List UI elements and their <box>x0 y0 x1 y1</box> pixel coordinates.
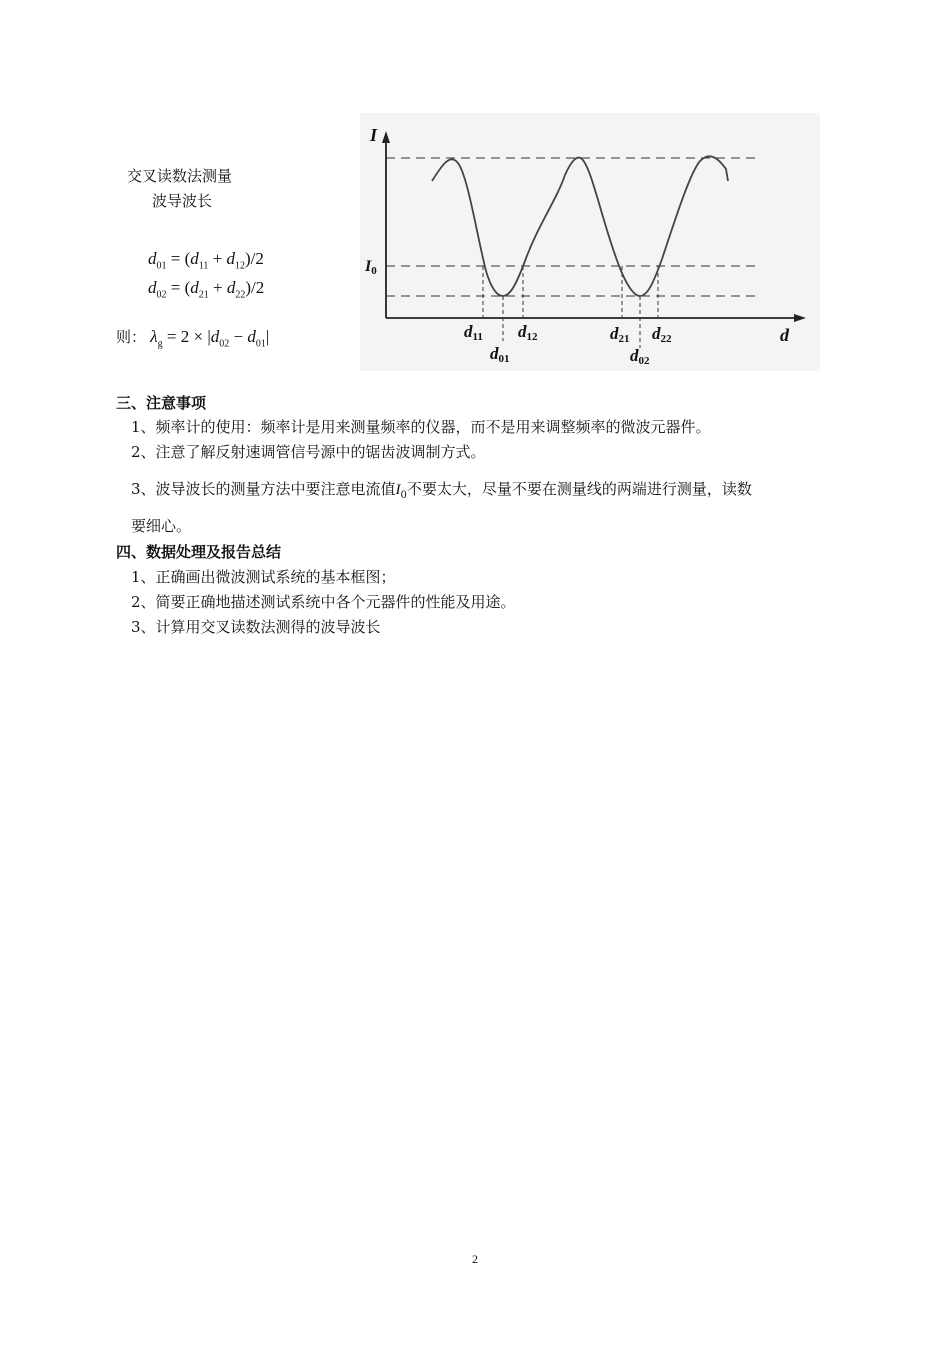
i0-label: I0 <box>365 258 377 277</box>
section4-item2: 2、简要正确地描述测试系统中各个元器件的性能及用途。 <box>131 593 516 611</box>
section3-item1: 1、频率计的使用：频率计是用来测量频率的仪器，而不是用来调整频率的微波元器件。 <box>131 418 711 436</box>
figure-caption-line2: 波导波长 <box>152 192 213 210</box>
standing-wave-graph <box>360 113 820 371</box>
page-number: 2 <box>472 1252 478 1266</box>
d12-label: d12 <box>518 322 538 343</box>
section4-title: 四、数据处理及报告总结 <box>116 543 282 561</box>
d01-label: d01 <box>490 344 510 365</box>
section3-item3-cont: 要细心。 <box>131 517 192 535</box>
section4-item3: 3、计算用交叉读数法测得的波导波长 <box>131 618 381 636</box>
figure-caption-line1: 交叉读数法测量 <box>127 167 233 185</box>
formula-lambda: 则： $\lambda_g = 2 \times |d_{02} - d_{01}|$ <box>116 327 270 350</box>
formula-d01: $d_{01} = (d_{11} + d_{12})/2$ <box>148 249 264 272</box>
section3-title: 三、注意事项 <box>116 394 207 412</box>
graph-background <box>360 113 820 371</box>
formula-d02: $d_{02} = (d_{21} + d_{22})/2$ <box>148 278 265 301</box>
section4-item1: 1、正确画出微波测试系统的基本框图； <box>131 568 396 586</box>
d02-label: d02 <box>630 346 650 367</box>
section3-item2: 2、注意了解反射速调管信号源中的锯齿波调制方式。 <box>131 443 486 461</box>
x-axis-label: d <box>780 325 789 345</box>
y-axis-label: I <box>370 125 378 145</box>
d21-label: d21 <box>610 324 630 345</box>
d11-label: d11 <box>464 322 483 343</box>
section3-item3: 3、波导波长的测量方法中要注意电流值$I_0$不要太大，尽量不要在测量线的两端进行测量，读数 <box>131 480 752 501</box>
d22-label: d22 <box>652 324 672 345</box>
